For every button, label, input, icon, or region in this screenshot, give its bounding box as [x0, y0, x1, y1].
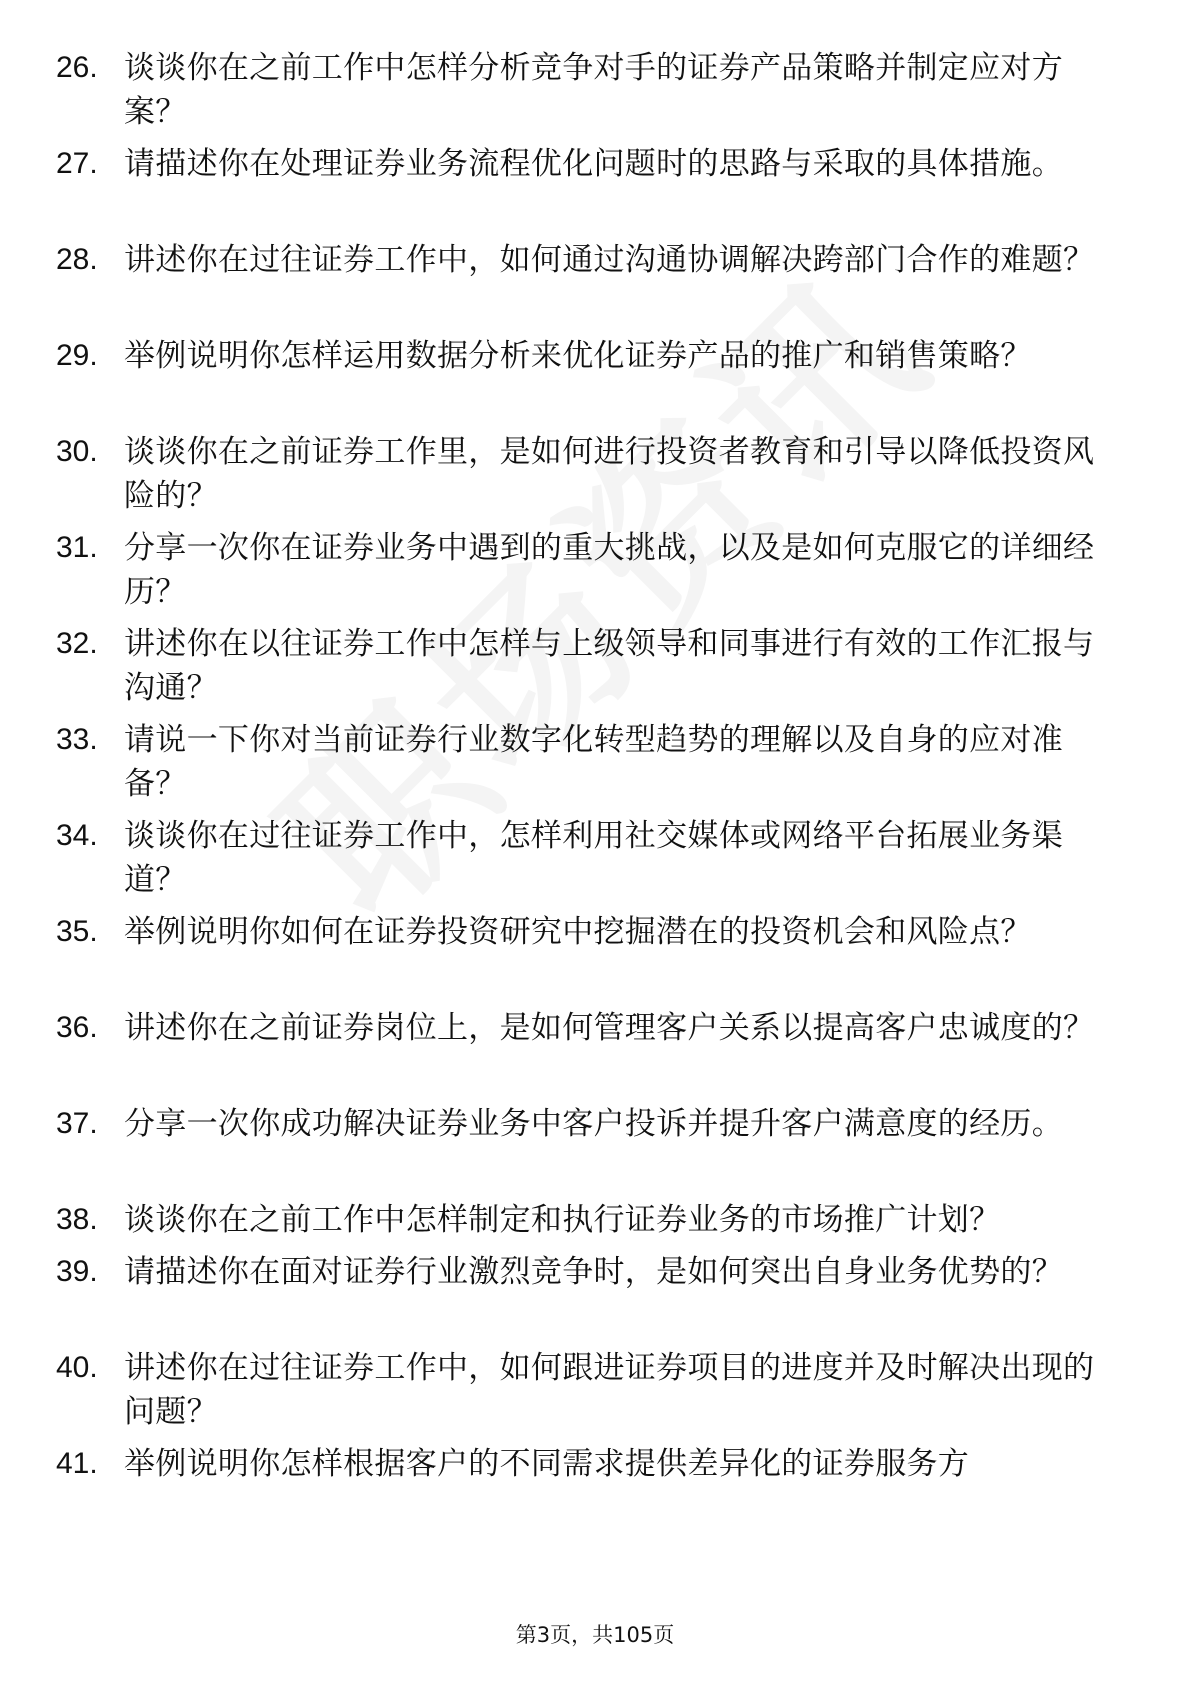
question-text: 讲述你在过往证券工作中，如何跟进证券项目的进度并及时解决出现的问题？	[124, 1350, 1095, 1430]
question-number: 28.	[56, 243, 98, 276]
question-number: 35.	[56, 915, 98, 948]
question-number: 39.	[56, 1255, 98, 1288]
question-text: 谈谈你在过往证券工作中，怎样利用社交媒体或网络平台拓展业务渠道？	[124, 818, 1063, 898]
question-number: 29.	[56, 339, 98, 372]
page-footer: 第3页，共105页	[515, 1623, 675, 1647]
question-number: 31.	[56, 531, 98, 564]
question-number: 38.	[56, 1203, 98, 1236]
question-text: 谈谈你在之前工作中怎样分析竞争对手的证券产品策略并制定应对方案？	[124, 50, 1063, 130]
question-number: 36.	[56, 1011, 98, 1044]
question-text: 讲述你在之前证券岗位上，是如何管理客户关系以提高客户忠诚度的？	[124, 1010, 1095, 1046]
question-text: 请描述你在面对证券行业激烈竞争时，是如何突出自身业务优势的？	[124, 1254, 1063, 1290]
question-number: 27.	[56, 147, 98, 180]
question-text: 谈谈你在之前工作中怎样制定和执行证券业务的市场推广计划？	[124, 1202, 1001, 1238]
question-text: 讲述你在过往证券工作中，如何通过沟通协调解决跨部门合作的难题？	[124, 242, 1095, 278]
question-number: 32.	[56, 627, 98, 660]
question-text: 请描述你在处理证券业务流程优化问题时的思路与采取的具体措施。	[124, 146, 1063, 182]
question-text: 举例说明你怎样根据客户的不同需求提供差异化的证券服务方	[124, 1446, 970, 1482]
question-text: 分享一次你在证券业务中遇到的重大挑战，以及是如何克服它的详细经历？	[124, 530, 1095, 610]
question-text: 请说一下你对当前证券行业数字化转型趋势的理解以及自身的应对准备？	[124, 722, 1063, 802]
question-text: 举例说明你怎样运用数据分析来优化证券产品的推广和销售策略？	[124, 338, 1032, 374]
question-text: 谈谈你在之前证券工作里，是如何进行投资者教育和引导以降低投资风险的？	[124, 434, 1095, 514]
question-number: 26.	[56, 51, 98, 84]
question-number: 34.	[56, 819, 98, 852]
question-text: 讲述你在以往证券工作中怎样与上级领导和同事进行有效的工作汇报与沟通？	[124, 626, 1095, 706]
question-number: 33.	[56, 723, 98, 756]
question-number: 30.	[56, 435, 98, 468]
question-number: 41.	[56, 1447, 98, 1480]
question-text: 举例说明你如何在证券投资研究中挖掘潜在的投资机会和风险点？	[124, 914, 1032, 950]
question-text: 分享一次你成功解决证券业务中客户投诉并提升客户满意度的经历。	[124, 1106, 1063, 1142]
question-number: 40.	[56, 1351, 98, 1384]
question-number: 37.	[56, 1107, 98, 1140]
